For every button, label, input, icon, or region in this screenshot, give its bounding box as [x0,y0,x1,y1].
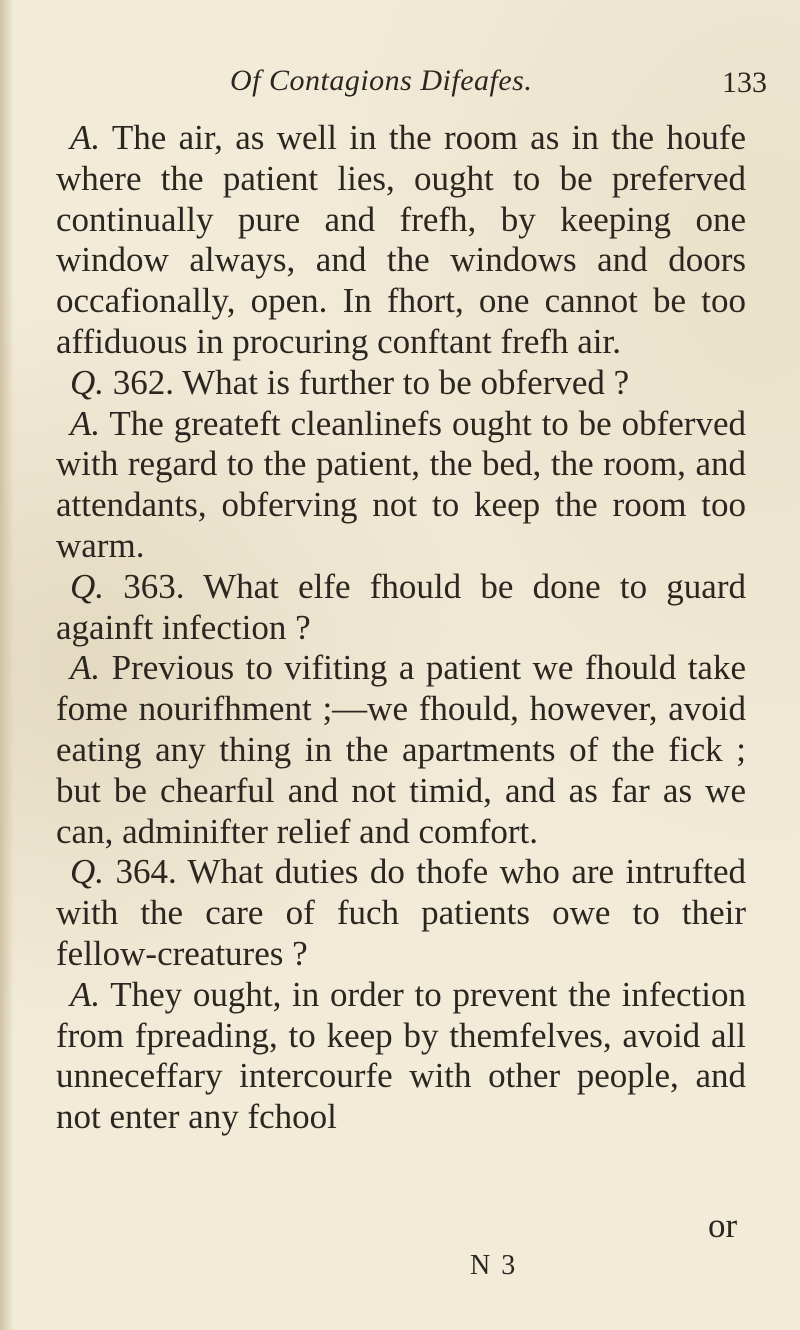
catchword: or [708,1206,738,1245]
answer-marker: A. [70,118,101,157]
paragraph-question-362 [56,363,746,404]
page-number: 133 [722,66,767,99]
paragraph-answer-3 [56,648,746,852]
paragraph-text: They ought, in order to prevent the infection from fpreading, to keep by themfelves, avoid all unneceffary intercourfe with other people, and not enter any fchool [56,974,746,1137]
answer-marker: A. [70,648,101,688]
body-text [56,118,746,1138]
paragraph-text: 363. What elfe fhould be done to guard againft infection ? [56,566,746,647]
paragraph-text: The air, as well in the room as in the houfe where the patient lies, ought to be preferved continually pure and frefh, by keeping one window always, and the windows and doors occafionally, open. In fhort, one cannot be too affiduous in procuring conftant frefh air. [56,118,747,361]
paragraph-text: 362. What is further to be obferved ? [112,362,630,402]
signature-mark: N 3 [470,1250,518,1281]
paragraph-answer-1 [56,118,746,363]
paragraph-text: 364. What duties do thofe who are intrufted with the care of fuch patients owe to their fellow-creatures ? [56,852,747,973]
answer-marker: A. [70,403,101,443]
question-marker: Q. [70,852,105,892]
paragraph-question-364 [56,852,746,974]
paragraph-answer-4 [56,975,746,1138]
paragraph-answer-2 [56,404,746,567]
paragraph-text: Previous to vifiting a patient we fhould take fome nourifhment ;—we fhould, however, avoid eating any thing in the apartments of the fick ; but be chearful and not timid, and as far as we can, adminifter relief and comfort. [56,648,746,851]
question-marker: Q. [70,362,105,402]
answer-marker: A. [70,974,101,1014]
paragraph-text: The greateft cleanlinefs ought to be obferved with regard to the patient, the bed, the room, and attendants, obferving not to keep the room too warm. [56,403,746,565]
page-gutter-shadow [0,0,14,1330]
question-marker: Q. [70,566,105,606]
paragraph-question-363 [56,567,746,649]
running-head: Of Contagions Difeafes. [230,64,533,97]
